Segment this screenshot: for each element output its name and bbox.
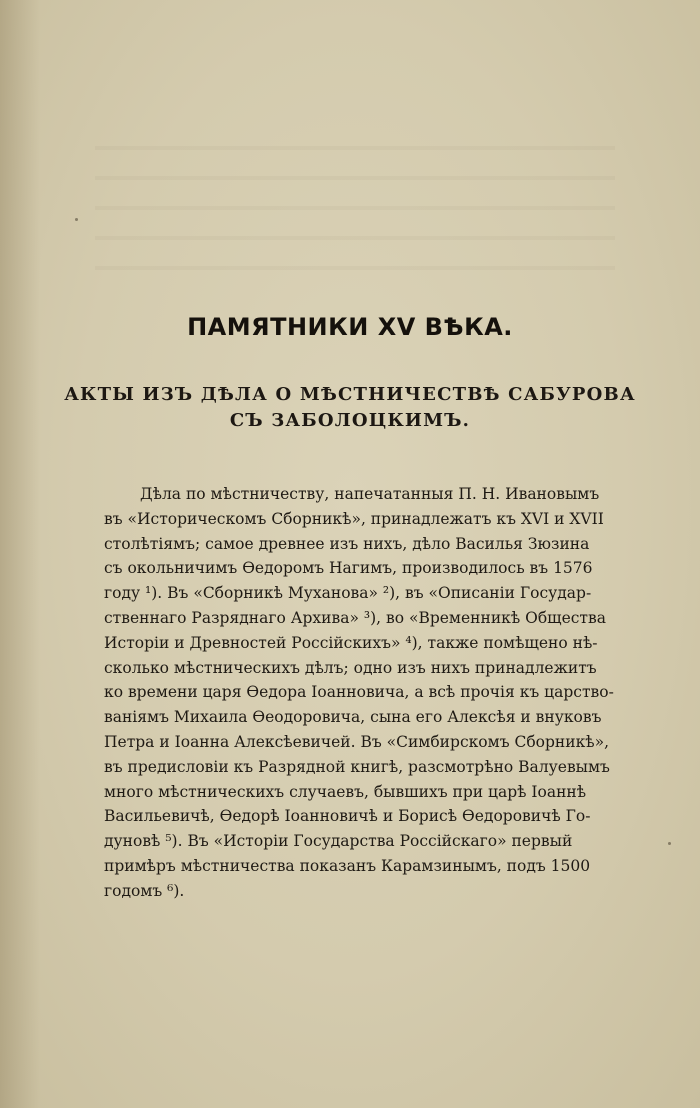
paragraph-line: столѣтіямъ; самое древнее изъ нихъ, дѣло Василья Зюзина [104, 534, 590, 553]
paragraph-line: годомъ ⁶). [104, 881, 185, 900]
body-paragraph [104, 482, 614, 904]
section-subtitle [0, 382, 700, 434]
paragraph-line: въ предисловіи къ Разрядной книгѣ, разсмотрѣно Валуевымъ [104, 757, 610, 776]
paragraph-line: много мѣстническихъ случаевъ, бывшихъ при царѣ Іоаннѣ [104, 782, 587, 801]
paragraph-line: ваніямъ Михаила Ѳеодоровича, сына его Алексѣя и внуковъ [104, 708, 602, 727]
paper-speck [668, 842, 671, 845]
paragraph-line: примѣръ мѣстничества показанъ Карамзинымъ, подъ 1500 [104, 856, 591, 875]
paragraph-line: сколько мѣстническихъ дѣлъ; одно изъ нихъ принадлежитъ [104, 658, 597, 677]
subtitle-line: АКТЫ ИЗЪ ДѢЛА О МѢСТНИЧЕСТВѢ САБУРОВА [64, 384, 636, 405]
paper-speck [75, 218, 78, 221]
binding-shadow [0, 0, 40, 1108]
paragraph-line: дуновѣ ⁵). Въ «Исторіи Государства Россійскаго» первый [104, 832, 573, 851]
paragraph-line: Дѣла по мѣстничеству, напечатанныя П. Н. Ивановымъ [140, 485, 600, 503]
paragraph-line: Васильевичѣ, Ѳедорѣ Іоанновичѣ и Борисѣ Ѳедоровичѣ Го- [104, 807, 591, 826]
paragraph-line: Исторіи и Древностей Россійскихъ» ⁴), также помѣщено нѣ- [104, 633, 598, 652]
bleed-through-shadow [95, 120, 615, 280]
paragraph-line: съ окольничимъ Ѳедоромъ Нагимъ, производилось въ 1576 [104, 559, 593, 578]
paragraph-line: Петра и Іоанна Алексѣевичей. Въ «Симбирскомъ Сборникѣ», [104, 732, 610, 751]
paragraph-line: ко времени царя Ѳедора Іоанновича, а всѣ прочія къ царство- [104, 683, 614, 702]
paragraph-line: въ «Историческомъ Сборникѣ», принадлежатъ къ XVI и XVII [104, 509, 604, 528]
paragraph-line: ственнаго Разряднаго Архива» ³), во «Временникѣ Общества [104, 608, 606, 627]
page-title: ПАМЯТНИКИ XV ВѢКА. [187, 313, 513, 341]
paragraph-line: году ¹). Въ «Сборникѣ Муханова» ²), въ «Описаніи Государ- [104, 584, 592, 603]
subtitle-line: СЪ ЗАБОЛОЦКИМЪ. [229, 410, 471, 431]
